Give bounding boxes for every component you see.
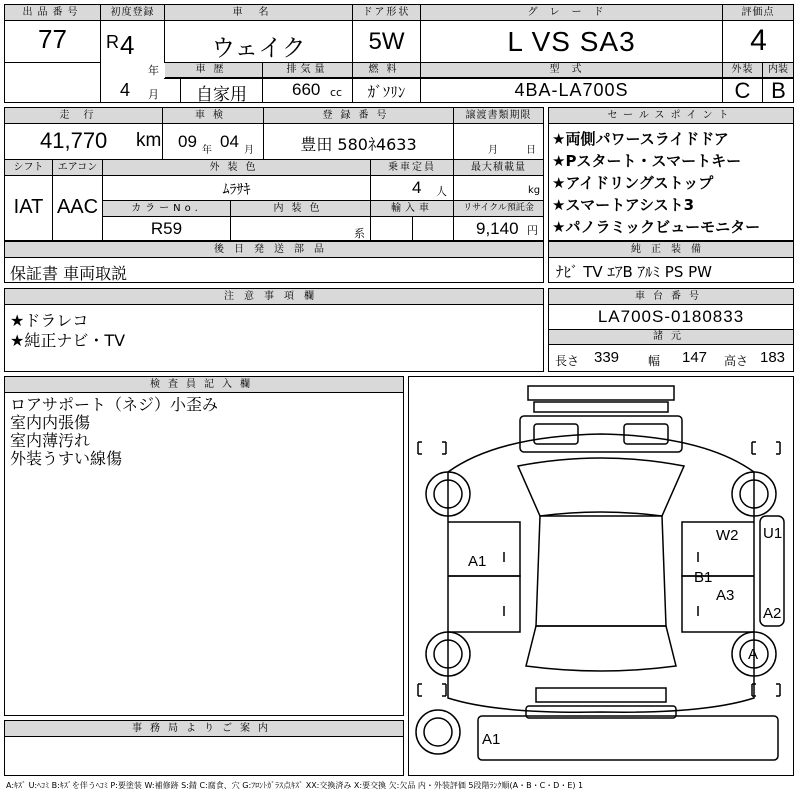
equipment-value: ﾅﾋﾞ TV ｴｱB ｱﾙﾐ PS PW	[556, 263, 712, 281]
registration-value: 豊田 580ﾈ4633	[300, 135, 417, 154]
chassis-value: LA700S-0180833	[597, 307, 745, 326]
displacement-unit: cc	[330, 86, 343, 99]
inspector-label: 検査員記入欄	[5, 377, 403, 393]
grade-value: L VS SA3	[507, 26, 636, 57]
grade-label: グレード	[421, 5, 722, 21]
door-label: ドア形状	[353, 5, 420, 21]
door-type: 5W	[368, 28, 405, 55]
inspection-year-unit: 年	[202, 145, 212, 156]
exterior-color-label: 外装色	[103, 160, 370, 176]
import-car-label: 輸入車	[371, 201, 453, 217]
aircon-value: AAC	[56, 196, 99, 218]
spare-tire	[416, 710, 460, 754]
sales-point-1: ★両側パワースライドドア	[552, 130, 729, 148]
sales-point-2: ★Pスタート・スマートキー	[552, 152, 742, 170]
shift-value: IAT	[13, 196, 44, 218]
registration-label: 登録番号	[264, 108, 453, 124]
inspection-year: 09	[178, 132, 197, 151]
length-value: 339	[594, 349, 620, 366]
exterior-color-value: ﾑﾗｻｷ	[222, 182, 251, 198]
damage-left-door: A1	[468, 553, 487, 570]
sales-point-5: ★パノラミックビューモニター	[552, 218, 761, 236]
height-label: 高さ	[724, 354, 749, 368]
inspector-remark-2: 室内内張傷	[10, 413, 91, 432]
transfer-day-unit: 日	[526, 145, 536, 156]
transfer-label: 譲渡書類期限	[454, 108, 543, 124]
mileage-label: 走行	[5, 108, 162, 124]
note-2: ★純正ナビ・TV	[10, 331, 126, 350]
damage-right-rear-door: W2	[716, 527, 739, 544]
first-reg-year-unit: 年	[148, 64, 159, 77]
color-no-value: R59	[150, 219, 183, 238]
recycle-unit: 円	[527, 224, 538, 237]
int-score-label: 内装	[763, 63, 793, 78]
fuel-label: 燃料	[353, 63, 420, 78]
fuel-value: ｶﾞｿﾘﾝ	[367, 83, 406, 101]
lot-label: 出品番号	[5, 5, 100, 21]
front-bumper	[528, 386, 674, 400]
damage-rear-tire: A	[748, 646, 759, 663]
damage-right-quarter-1: B1	[694, 569, 713, 586]
inspector-remark-4: 外装うすい線傷	[10, 449, 123, 468]
underbody	[478, 716, 778, 760]
first-reg-year: 4	[120, 30, 135, 60]
inspection-label: 車検	[163, 108, 263, 124]
model-code-label: 型式	[421, 63, 722, 78]
history-value: 自家用	[196, 85, 247, 105]
displacement-label: 排気量	[263, 63, 352, 78]
length-label: 長さ	[555, 354, 580, 368]
inspection-month: 04	[220, 132, 239, 151]
score-value: 4	[750, 24, 767, 57]
shift-label: シフト	[5, 160, 52, 176]
score-label: 評価点	[723, 5, 793, 21]
roof	[536, 516, 666, 626]
damage-right-side-lower: A2	[763, 605, 782, 622]
recycle-label: リサイクル預託金	[454, 201, 543, 217]
displacement-value: 660	[292, 80, 321, 99]
ext-score: C	[734, 78, 751, 103]
interior-color-label: 内装色	[231, 201, 370, 217]
notes-label: 注意事項欄	[5, 289, 543, 305]
later-parts-label: 後日発送部品	[5, 242, 543, 258]
inspector-remark-3: 室内薄汚れ	[10, 431, 91, 450]
recycle-value: 9,140	[476, 219, 519, 238]
damage-bottom: A1	[482, 731, 501, 748]
interior-color-unit: 系	[354, 227, 365, 240]
car-name: ウェイク	[211, 34, 306, 62]
first-reg-era: R	[106, 32, 119, 52]
rear-bumper	[536, 688, 666, 702]
sales-points-label: セールスポイント	[549, 108, 793, 124]
history-label: 車歴	[165, 63, 262, 78]
inspection-month-unit: 月	[244, 145, 254, 156]
windshield	[518, 458, 684, 516]
chassis-label: 車台番号	[549, 289, 793, 305]
capacity-label: 乗車定員	[371, 160, 453, 176]
height-value: 183	[760, 349, 786, 366]
first-reg-month-unit: 月	[148, 88, 159, 101]
office-label: 事務局よりご案内	[5, 721, 403, 737]
later-parts-value: 保証書 車両取説	[10, 264, 128, 283]
mileage-value: 41,770	[40, 128, 108, 153]
sales-point-3: ★アイドリングストップ	[552, 174, 714, 192]
mileage-unit: km	[136, 130, 162, 151]
sales-point-4: ★スマートアシスト3	[552, 196, 695, 214]
max-load-label: 最大積載量	[454, 160, 543, 176]
capacity-value: 4	[412, 178, 422, 197]
int-score: B	[771, 78, 786, 103]
equipment-label: 純正装備	[549, 242, 793, 258]
capacity-unit: 人	[436, 185, 447, 198]
legend-text: A:ｷｽﾞ U:ﾍｺﾐ B:ｷｽﾞを伴うﾍｺﾐ P:要塗装 W:補修跡 S:錆 C:腐食、穴 G:ﾌﾛﾝﾄｶﾞﾗｽ点ｷｽﾞ XX:交換済み X:要交換 欠:欠品 内・外装評価 5段階ﾗﾝｸ順(A・B・C・D・E) 1	[6, 781, 584, 790]
dimensions-label: 諸元	[549, 330, 793, 345]
ext-score-label: 外装	[723, 63, 762, 78]
car-name-label: 車名	[165, 5, 352, 21]
max-load-unit: kg	[528, 185, 541, 196]
color-no-label: カラーNo.	[103, 201, 230, 217]
note-1: ★ドラレコ	[10, 311, 89, 330]
transfer-month-unit: 月	[488, 145, 498, 156]
lot-number: 77	[38, 24, 67, 54]
first-reg-label: 初度登録	[101, 5, 164, 21]
width-value: 147	[682, 349, 708, 366]
model-code-value: 4BA-LA700S	[514, 80, 629, 100]
aircon-label: エアコン	[53, 160, 102, 176]
damage-right-side-upper: U1	[763, 525, 783, 542]
width-label: 幅	[648, 354, 661, 368]
damage-right-quarter-2: A3	[716, 587, 735, 604]
first-reg-month: 4	[120, 80, 131, 100]
car-diagram	[408, 376, 794, 776]
inspector-remark-1: ロアサポート（ネジ）小歪み	[10, 395, 219, 414]
